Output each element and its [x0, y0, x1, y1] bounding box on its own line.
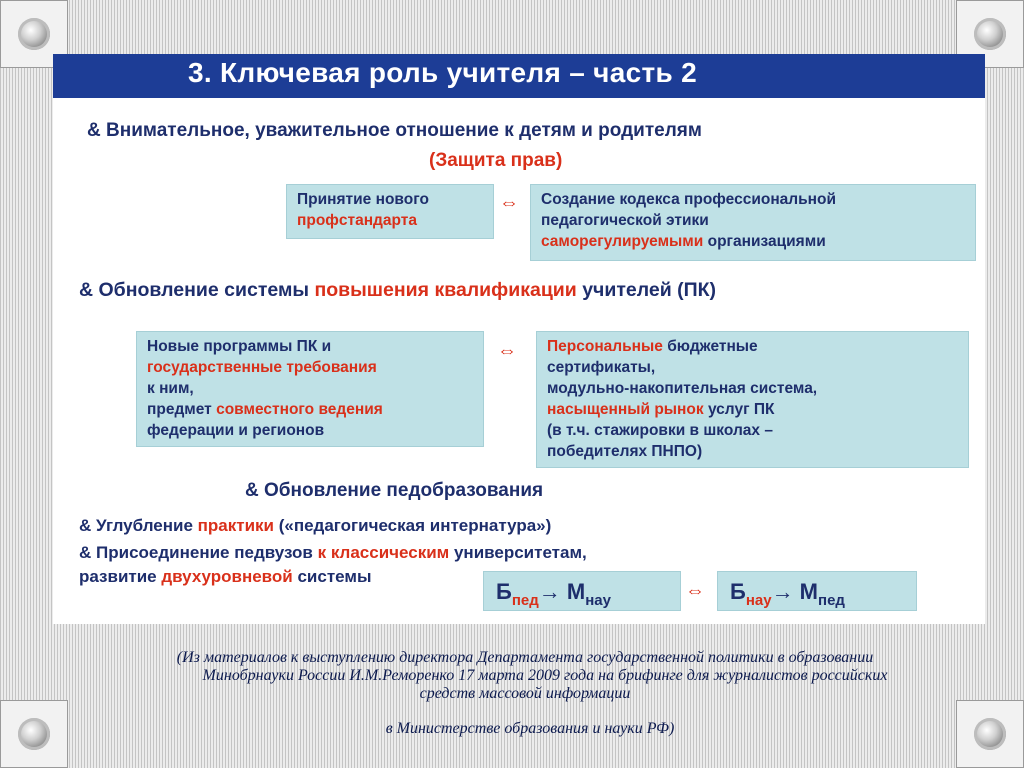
bullet-icon: &: [79, 279, 94, 301]
bullet-icon: &: [79, 516, 92, 535]
section3-heading: & Обновление педобразования: [245, 480, 544, 501]
formula-left: $Б_{пед}\to М_{нау}$: [483, 571, 681, 611]
box-ethics-code: Создание кодекса профессиональной педагогической этики саморегулируемыми организациями: [530, 184, 976, 261]
box-new-programs: Новые программы ПК и государственные требования к ним, предмет совместного ведения федерации и регионов: [136, 331, 484, 447]
box-profstandard: Принятие нового профстандарта: [286, 184, 494, 239]
double-arrow-icon: ⇔: [497, 340, 517, 362]
section3-item2-line2: развитие двухуровневой системы: [79, 567, 372, 586]
corner-knob-icon: [974, 718, 1006, 750]
double-arrow-icon: ⇔: [685, 580, 705, 602]
caption-line2: Минобрнауки России И.М.Реморенко 17 марта 2009 года на брифинге для журналистов российских: [202, 667, 888, 684]
caption-block: [80, 649, 970, 703]
formula-right: $Б_{нау}\to М_{пед}$: [717, 571, 917, 611]
bullet-icon: &: [79, 543, 92, 562]
corner-knob-icon: [18, 718, 50, 750]
box-personal-certificates: Персональные бюджетные сертификаты, модульно-накопительная система, насыщенный рынок услуг ПК (в т.ч. стажировки в школах – победителях ПНПО): [536, 331, 969, 468]
slide-content: [53, 54, 985, 624]
corner-br: [956, 700, 1024, 768]
corner-knob-icon: [18, 18, 50, 50]
right-arrow-icon: →: [771, 579, 794, 604]
caption-line4: в Министерстве образования и науки РФ): [385, 720, 675, 737]
section3-item1: & Углубление практики («педагогическая интернатура»): [79, 516, 552, 535]
caption-line1: (Из материалов к выступлению директора Департамента государственной политики в образовании: [176, 649, 874, 666]
title-bar: [53, 54, 985, 98]
corner-bl: [0, 700, 68, 768]
section1-heading: & Внимательное, уважительное отношение к детям и родителям: [87, 120, 702, 141]
caption-line3: средств массовой информации: [419, 685, 631, 702]
corner-knob-icon: [974, 18, 1006, 50]
right-arrow-icon: →: [538, 579, 561, 604]
section3-item2: & Присоединение педвузов к классическим университетам,: [79, 543, 587, 562]
bullet-icon: &: [87, 120, 101, 141]
slide-title: 3. Ключевая роль учителя – часть 2: [188, 57, 697, 88]
bullet-icon: &: [245, 480, 259, 501]
double-arrow-icon: ⇔: [499, 192, 519, 214]
section2-heading: & Обновление системы повышения квалификации учителей (ПК): [79, 279, 717, 301]
section1-subheading: (Защита прав): [429, 150, 563, 171]
